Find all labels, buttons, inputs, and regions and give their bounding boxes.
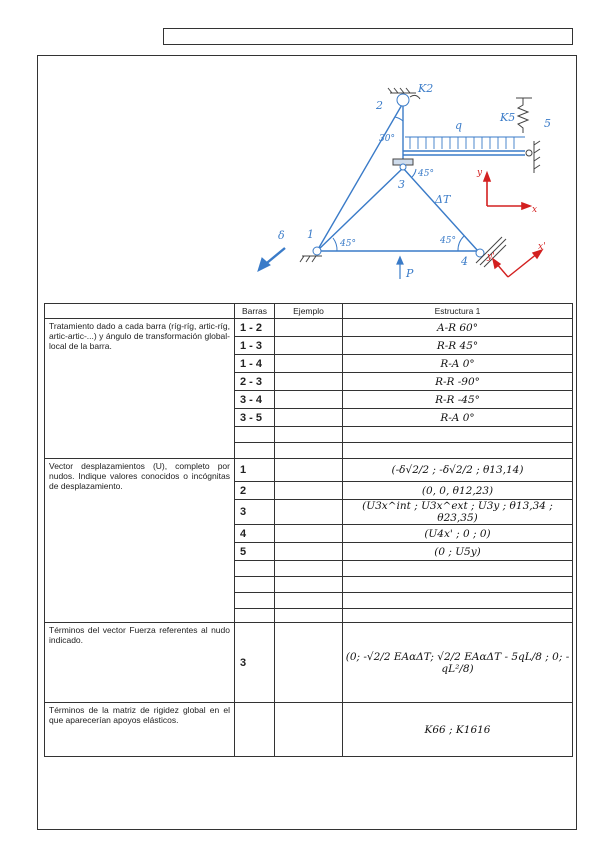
row-value[interactable]: R-R 45° [343,337,573,355]
node-label-2: 2 [376,99,383,112]
table-header-row [45,304,573,319]
label-delta-t: ΔT [435,193,451,206]
row-key: 3 - 5 [235,409,275,427]
row-ejemplo[interactable] [275,482,343,500]
node-label-1: 1 [307,228,314,241]
section-3-title: Términos del vector Fuerza referentes al nudo indicado. [45,623,235,703]
bar-1-2 [317,103,403,251]
row-key: 2 [235,482,275,500]
name-field[interactable] [163,28,573,45]
structure-diagram [240,73,580,288]
node-label-5: 5 [544,117,551,130]
row-key: 4 [235,525,275,543]
label-p: P [406,267,414,280]
support-node-2 [388,88,420,106]
row-ejemplo[interactable] [275,703,343,757]
row-ejemplo[interactable] [275,355,343,373]
node-label-4: 4 [461,255,468,268]
row-key: 1 - 4 [235,355,275,373]
table-row [45,703,573,757]
row-key: 3 [235,623,275,703]
row-value[interactable]: R-A 0° [343,409,573,427]
row-ejemplo[interactable] [275,623,343,703]
header-barras: Barras [235,304,275,319]
support-node-5 [516,98,540,173]
row-ejemplo[interactable] [275,391,343,409]
label-delta: δ [278,229,285,242]
row-value[interactable]: (0 ; U5y) [343,543,573,561]
header-estructura: Estructura 1 [343,304,573,319]
row-ejemplo[interactable] [275,337,343,355]
header-ejemplo: Ejemplo [275,304,343,319]
angle-45-node4: 45° [440,236,456,246]
angle-45-node1: 45° [340,239,356,249]
section-4-title: Términos de la matriz de rigidez global en el que aparecerían apoyos elásticos. [45,703,235,757]
row-key: 1 - 3 [235,337,275,355]
row-ejemplo[interactable] [275,543,343,561]
axis-label-y: y [477,168,483,178]
table-row [45,459,573,482]
row-ejemplo[interactable] [275,500,343,525]
delta-arrow [258,248,285,271]
distributed-load-q [405,137,525,149]
row-ejemplo[interactable] [275,373,343,391]
row-ejemplo[interactable] [275,319,343,337]
bar-1-3 [317,168,403,251]
table-row [45,623,573,703]
axis-label-y1: y' [487,252,495,262]
label-k5: K5 [500,111,516,124]
row-value[interactable]: A-R 60° [343,319,573,337]
label-q: q [455,119,463,132]
row-ejemplo[interactable] [275,525,343,543]
angle-30: 30° [379,134,395,144]
row-value[interactable]: (0, 0, θ12,23) [343,482,573,500]
node-label-3: 3 [398,178,405,191]
row-ejemplo[interactable] [275,409,343,427]
table-row [45,319,573,337]
row-value[interactable]: (U4x' ; 0 ; 0) [343,525,573,543]
angle-45-node3: 45° [418,169,434,179]
row-key: 3 [235,500,275,525]
row-key: 5 [235,543,275,561]
row-value[interactable]: (-δ√2/2 ; -δ√2/2 ; θ13,14) [343,459,573,482]
header-blank [45,304,235,319]
section-2-title: Vector desplazamientos (U), completo por nudos. Indique valores conocidos o incógnitas de desplazamiento. [45,459,235,623]
axis-label-x: x [532,205,538,215]
row-key: 3 - 4 [235,391,275,409]
row-key [235,703,275,757]
load-arrow-p [397,257,403,279]
section-1-title: Tratamiento dado a cada barra (ríg-ríg, artic-ríg, artic-artic-...) y ángulo de transformación global-local de la barra. [45,319,235,459]
row-key: 1 - 2 [235,319,275,337]
row-ejemplo[interactable] [275,459,343,482]
answer-table [44,303,573,757]
row-value[interactable]: (U3x^int ; U3x^ext ; U3y ; θ13,34 ; θ23,35) [343,500,573,525]
row-value[interactable]: R-A 0° [343,355,573,373]
row-value[interactable]: K66 ; K1616 [343,703,573,757]
local-axes [493,250,542,277]
node-3-joint [393,159,413,170]
row-value[interactable]: (0; -√2/2 EAαΔT; √2/2 EAαΔT - 5qL/8 ; 0; -qL²/8) [343,623,573,703]
support-node-1 [300,247,322,262]
row-key: 2 - 3 [235,373,275,391]
row-value[interactable]: R-R -90° [343,373,573,391]
row-value[interactable]: R-R -45° [343,391,573,409]
label-k2: K2 [418,82,434,95]
global-axes [484,173,530,209]
axis-label-x1: x' [538,242,546,252]
row-key: 1 [235,459,275,482]
